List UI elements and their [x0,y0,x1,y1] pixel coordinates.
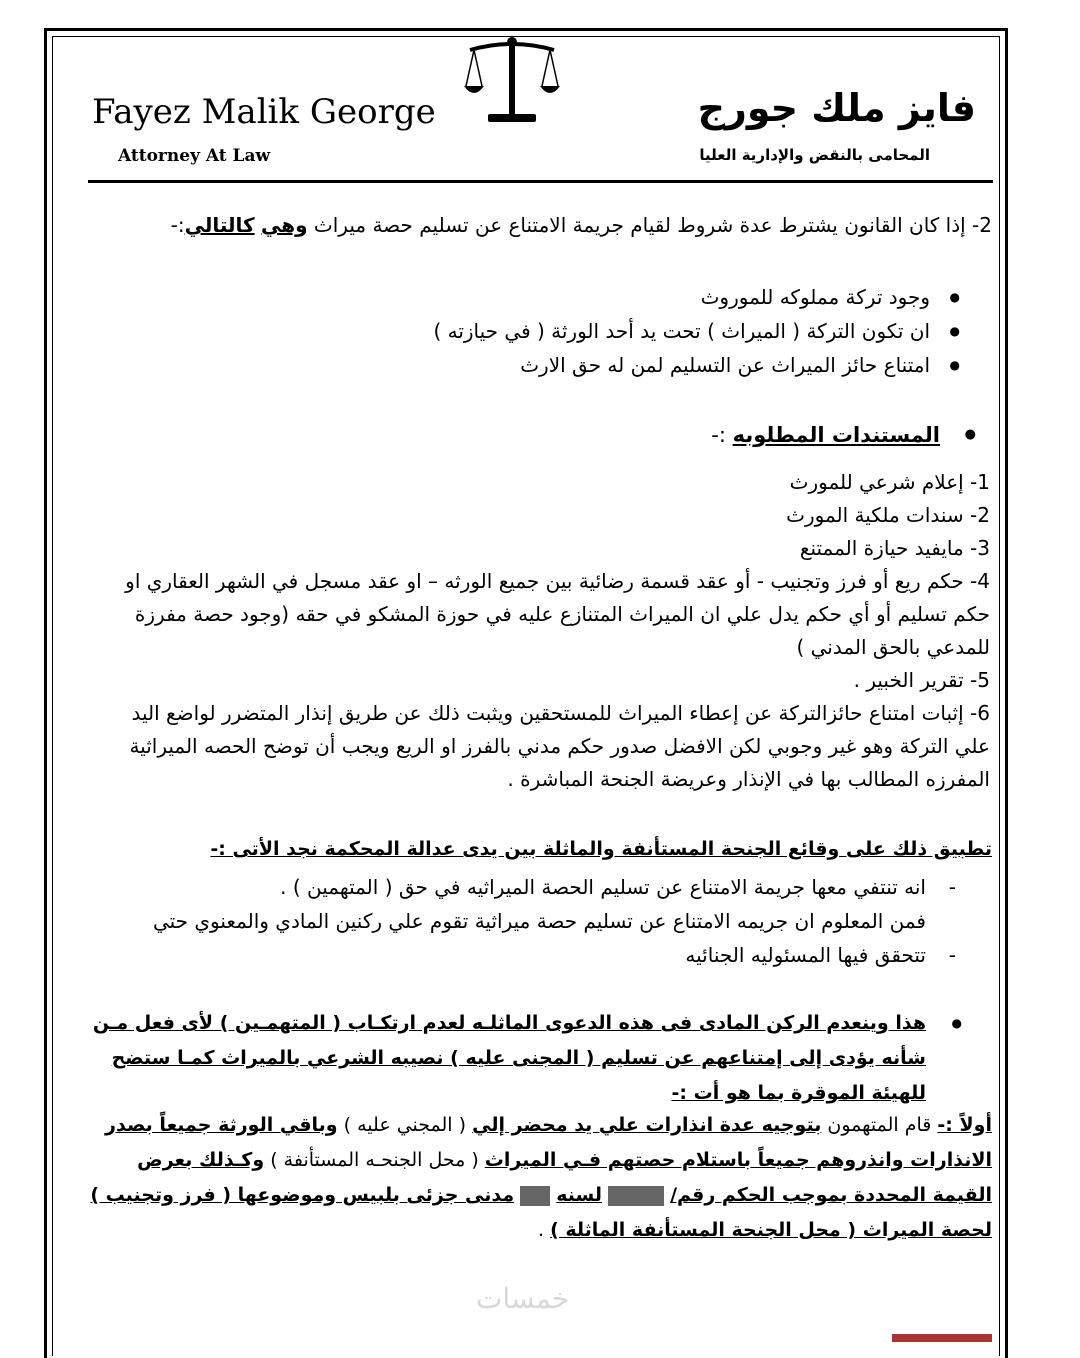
list-item: 4- حكم ريع أو فرز وتجنيب - أو عقد قسمة رضائية بين جميع الورثه – او عقد مسجل في الشهر العقاري او حكم تسليم أو أي حكم يدل علي ان الميراث المتنازع عليه في حوزة المشكو في حقه (وجود حصة مفرزة للمدعي بالحق المدني ) [125,569,990,659]
lawyer-title-english: Attorney At Law [118,146,271,166]
scales-of-justice-icon [464,34,560,126]
first-label: أولاً :- [937,1114,992,1136]
emphasis-paragraph [90,1006,962,1111]
list-item: امتناع حائز الميراث عن التسليم لمن له حق الارث ● [433,348,930,382]
first-text-7: لسنه [556,1184,602,1206]
first-text-2: بتوجيه عدة انذارات علي يد محضر إلي [472,1114,822,1136]
conditions-intro [88,210,992,240]
emphasis-text: هذا وينعدم الركن المادى فى هذه الدعوى الماثلـه لعدم ارتكـاب ( المتهمـين ) لأى فعل مـن شأنه يؤدى إلى إمتناعهم عن تسليم ( المجنى عليه ) نصيبه الشرعي بالميراث كمـا ستضح للهيئة الموقرة بما هو أت :- [92,1012,926,1104]
bullet-icon: ● [951,1016,962,1030]
conditions-intro-text: 2- إذا كان القانون يشترط عدة شروط لقيام جريمة الامتناع عن تسليم حصة ميراث [313,213,992,237]
conditions-intro-end: :- [170,213,185,237]
first-paragraph [88,1108,992,1248]
first-text-4: وباقي الورثة جميعاً بصدر الانذارات وانذروهم جميعاً باستلام حصتهم فـي الميراث [105,1114,992,1171]
list-item: 3- مايفيد حيازة الممتنع [799,536,990,560]
list-item: 2- سندات ملكية المورث [786,503,990,527]
conditions-intro-bold: وهي [261,213,308,237]
list-item: 1- إعلام شرعي للمورث [789,470,990,494]
list-item: فمن المعلوم ان جريمه الامتناع عن تسليم حصة ميراثية تقوم علي ركنين المادي والمعنوي حتي تتحقق فيها المسئوليه الجنائيه - [112,904,926,972]
conditions-list [433,280,930,382]
first-text-9: . [537,1219,545,1241]
first-text-3: ( المجني عليه ) [343,1114,467,1136]
documents-list [104,466,990,796]
list-item: 6- إثبات امتناع حائزالتركة عن إعطاء الميراث للمستحقين ويثبت ذلك عن طريق إنذار المتضرر لواضع اليد علي التركة وهو غير وجوبي لكن الافضل صدور حكم مدني بالفرز او الريع ويجب أن توضح الحصه الميراثية المفرزه المطالب بها في الإنذار وعريضة الجنحة المباشرة . [129,701,990,791]
lawyer-name-english: Fayez Malik George [92,92,436,132]
redacted-year [520,1186,550,1206]
first-text-8: مدنى جزئى بلبيس وموضوعها ( فرز وتجنيب ) لحصة الميراث ( محل الجنحة المستأنفة الماثلة ) [90,1184,992,1241]
lawyer-name-arabic: فايز ملك جورج [697,86,976,130]
list-item: انه تنتفي معها جريمة الامتناع عن تسليم الحصة الميراثيه في حق ( المتهمين ) . - [112,870,926,904]
redacted-number [608,1186,664,1206]
bullet-icon: ● [964,427,976,442]
documents-title-end: :- [711,423,726,447]
list-item: ان تكون التركة ( الميراث ) تحت يد أحد الورثة ( في حيازته ) ● [433,314,930,348]
first-text-6: وكـذلك بعرض القيمة المحددة بموجب الحكم رقم/ [137,1149,992,1206]
documents-title: المستندات المطلوبه [732,423,940,447]
lawyer-title-arabic: المحامى بالنقض والإدارية العليا [699,146,930,164]
watermark: خمسات [476,1282,570,1315]
first-text-5: ( محل الجنحـه المستأنفة ) [270,1149,479,1171]
header-divider [88,180,993,183]
documents-heading [711,420,976,450]
application-points [112,870,926,972]
list-item: وجود تركة مملوكه للموروث ● [433,280,930,314]
application-title: تطبيق ذلك على وقائع الجنحة المستأنفة والماثلة بين يدى عدالة المحكمة نجد الأتى :- [210,838,992,860]
conditions-intro-tail: كالتالي [184,213,255,237]
list-item: 5- تقرير الخبير . [853,668,990,692]
first-text-1: قام المتهمون [827,1114,932,1136]
corner-mark [892,1334,992,1342]
